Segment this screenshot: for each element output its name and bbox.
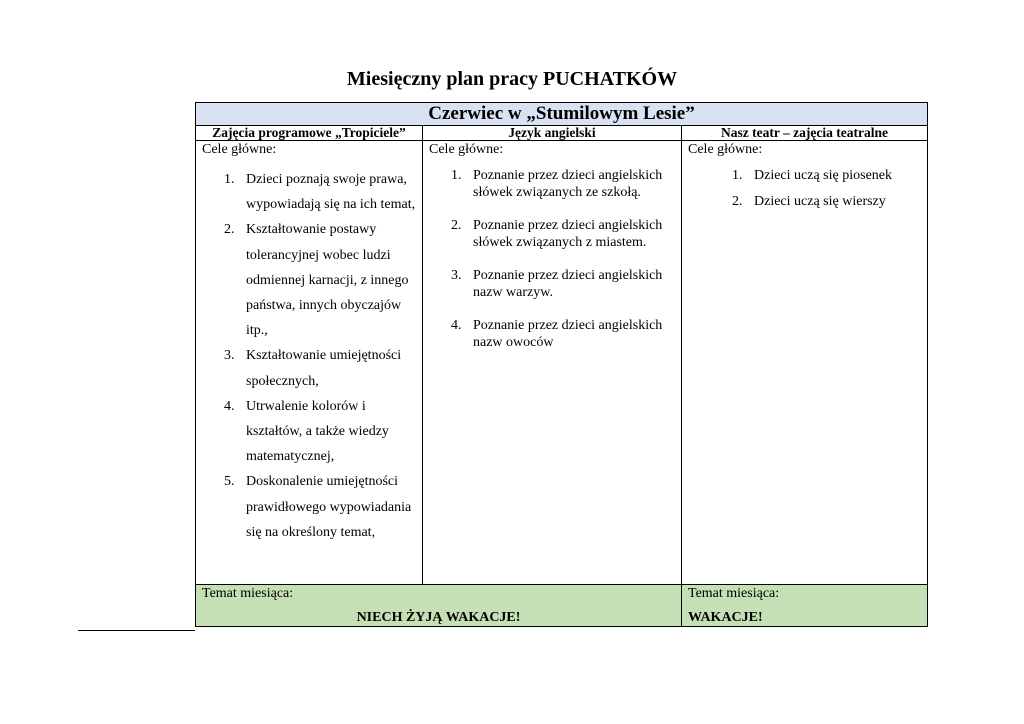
list-item-text: Poznanie przez dzieci angielskich słówek związanych ze szkołą. [473, 168, 663, 200]
goals-cell-english [423, 141, 682, 585]
list-item-number: 1. [732, 168, 743, 183]
monthly-plan-table [195, 102, 928, 627]
list-item [224, 394, 418, 470]
goals-list-english [423, 167, 681, 351]
list-item-number: 4. [451, 318, 462, 333]
list-item-text: Poznanie przez dzieci angielskich nazw owoców [473, 318, 663, 350]
list-item [451, 167, 677, 201]
list-item-number: 5. [224, 474, 235, 490]
list-item-text: Poznanie przez dzieci angielskich nazw warzyw. [473, 268, 663, 300]
page-title: Miesięczny plan pracy PUCHATKÓW [346, 68, 678, 90]
month-theme-cell-theatre [682, 585, 928, 627]
list-item-number: 1. [224, 172, 235, 187]
list-item-text: Dzieci uczą się piosenek [754, 168, 892, 183]
month-theme-cell-main [196, 585, 682, 627]
list-item-number: 2. [451, 218, 462, 233]
list-item-text: Kształtowanie umiejętności społecznych, [246, 348, 402, 389]
list-item [224, 469, 418, 545]
list-item-text: Dzieci uczą się wierszy [754, 194, 886, 209]
column-header-english: Język angielski [423, 126, 682, 141]
list-item [224, 217, 418, 343]
month-theme-label: Temat miesiąca: [688, 586, 780, 601]
month-theme-value: WAKACJE! [688, 610, 763, 625]
table-main-header: Czerwiec w „Stumilowym Lesie” [196, 103, 928, 126]
list-item-text: Utrwalenie kolorów i kształtów, a także wiedzy matematycznej, [246, 398, 389, 465]
list-item [732, 167, 927, 184]
month-theme-value: NIECH ŻYJĄ WAKACJE! [356, 610, 521, 625]
goals-label: Cele główne: [688, 142, 763, 157]
goals-cell-theatre [682, 141, 928, 585]
goals-list-theatre [682, 167, 927, 210]
horizontal-rule [78, 630, 195, 631]
list-item [224, 167, 418, 217]
list-item-text: Kształtowanie postawy tolerancyjnej wobec ludzi odmiennej karnacji, z innego państwa, innych obyczajów itp., [246, 222, 409, 339]
column-header-tropiciele: Zajęcia programowe „Tropiciele” [196, 126, 423, 141]
list-item-number: 2. [732, 194, 743, 209]
list-item-number: 3. [451, 268, 462, 283]
list-item [224, 343, 418, 393]
list-item-text: Dzieci poznają swoje prawa, wypowiadają się na ich temat, [246, 172, 416, 213]
month-theme-label: Temat miesiąca: [202, 586, 294, 601]
list-item-number: 1. [451, 168, 462, 183]
list-item [451, 267, 677, 301]
list-item [451, 217, 677, 251]
goals-list-tropiciele [196, 167, 422, 545]
column-header-theatre: Nasz teatr – zajęcia teatralne [682, 126, 928, 141]
list-item-text: Poznanie przez dzieci angielskich słówek związanych z miastem. [473, 218, 663, 250]
goals-label: Cele główne: [202, 142, 277, 157]
list-item-number: 3. [224, 348, 235, 364]
goals-cell-tropiciele [196, 141, 423, 585]
list-item [732, 193, 927, 210]
goals-label: Cele główne: [429, 142, 504, 157]
list-item-number: 4. [224, 398, 235, 414]
list-item-number: 2. [224, 222, 235, 238]
list-item [451, 317, 677, 351]
list-item-text: Doskonalenie umiejętności prawidłowego wypowiadania się na określony temat, [246, 474, 412, 540]
